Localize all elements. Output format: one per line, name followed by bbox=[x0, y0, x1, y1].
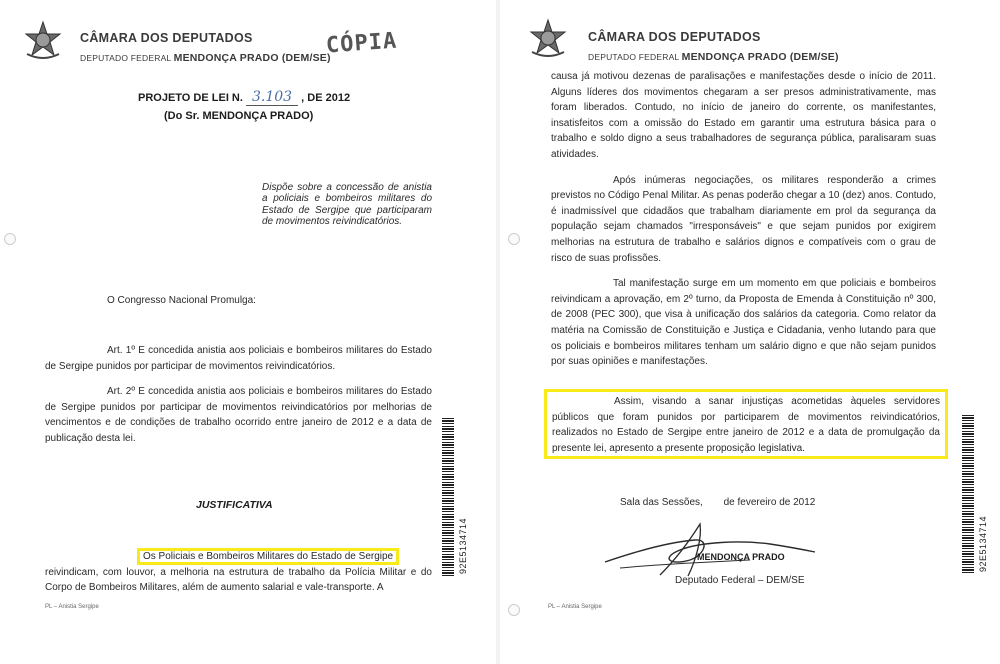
left-barcode bbox=[442, 418, 454, 578]
signer-role: Deputado Federal – DEM/SE bbox=[675, 575, 805, 586]
articles bbox=[45, 343, 432, 457]
chamber-title: CÂMARA DOS DEPUTADOS bbox=[588, 30, 761, 44]
justificativa-body bbox=[45, 549, 432, 596]
article-1: Art. 1º E concedida anistia aos policiais e bombeiros militares do Estado de Sergipe punidos por participar de movimentos reivindicatórios. bbox=[45, 345, 432, 372]
deputy-name: MENDONÇA PRADO (DEM/SE) bbox=[173, 52, 331, 64]
article-2: Art. 2º E concedida anistia aos policiais e bombeiros militares do Estado de Sergipe punidos por participar de movimentos reivindicatórios por melhorias de vencimentos e de condições de trabalho ocorrido entre janeiro de 2012 e a data de publicação desta lei. bbox=[45, 386, 432, 444]
justificativa-rest: reivindicam, com louvor, a melhoria na estrutura de trabalho da Polícia Militar e do Corpo de Bombeiros Militares, além de aumento salarial e vale-transporte. A bbox=[45, 566, 432, 594]
justificativa-title: JUSTIFICATIVA bbox=[196, 499, 273, 511]
punch-hole-icon bbox=[508, 604, 520, 616]
punch-hole-icon bbox=[508, 233, 520, 245]
ementa: Dispõe sobre a concessão de anistia a policiais e bombeiros militares do Estado de Sergipe que participaram de movimentos reivindicatórios. bbox=[262, 182, 432, 228]
bill-year: , DE 2012 bbox=[301, 92, 351, 104]
right-barcode bbox=[962, 415, 974, 575]
paragraph-4: Assim, visando a sanar injustiças acometidas àqueles servidores públicos que foram punidos por participarem de movimentos reivindicatórios, realizados no Estado de Sergipe entre janeiro de 2012 e a data de promulgação da presente lei, apresento a presente proposição legislativa. bbox=[552, 396, 940, 454]
left-footer: PL – Anistia Sergipe bbox=[45, 604, 99, 610]
brasao-crest-icon bbox=[528, 18, 568, 58]
signer-name: MENDONÇA PRADO bbox=[697, 552, 785, 562]
right-footer: PL – Anistia Sergipe bbox=[548, 604, 602, 610]
deputy-prefix: DEPUTADO FEDERAL bbox=[80, 53, 172, 63]
preamble-text: O Congresso Nacional Promulga: bbox=[107, 295, 256, 306]
signature-image bbox=[600, 520, 820, 580]
right-body bbox=[551, 69, 936, 380]
sessions-date: de fevereiro de 2012 bbox=[723, 497, 816, 508]
deputy-line bbox=[80, 52, 331, 64]
copia-stamp: CÓPIA bbox=[325, 28, 399, 59]
deputy-prefix: DEPUTADO FEDERAL bbox=[588, 52, 680, 62]
bill-author: (Do Sr. MENDONÇA PRADO) bbox=[164, 110, 314, 122]
highlighted-paragraph bbox=[544, 389, 948, 459]
bill-number: 3.103 bbox=[246, 89, 298, 106]
right-page bbox=[500, 0, 1000, 664]
chamber-title: CÂMARA DOS DEPUTADOS bbox=[80, 31, 253, 45]
paragraph-2: Após inúmeras negociações, os militares responderão a crimes previstos no Código Penal Militar. As penas poderão chegar a 10 (dez) anos. Contudo, é inadmissível que cidadãos que trabalham diariamente em prol da segurança da população sejam chamados "irresponsáveis" e que sejam punidos por exigirem melhorias na estrutura de trabalho e salários dignos e compatíveis com o grau de risco de suas profissões. bbox=[551, 174, 936, 264]
sessions-line bbox=[620, 497, 815, 508]
deputy-name: MENDONÇA PRADO (DEM/SE) bbox=[681, 51, 839, 63]
punch-hole-icon bbox=[4, 233, 16, 245]
preamble bbox=[45, 293, 432, 319]
right-barcode-text: 92E5134714 bbox=[978, 515, 988, 572]
paragraph-1: causa já motivou dezenas de paralisações e manifestações desde o início de 2011. Alguns líderes dos movimentos chegaram a ser presos administrativamente, mas foram liberados. Contudo, no início de janeiro do corrente, os manifestantes, insatisfeitos com a omissão do Estado em garantir uma estrutura básica para o trabalho e soldo digno a seus trabalhadores de segurança pública, paralisaram suas atividades. bbox=[551, 71, 936, 160]
deputy-line bbox=[588, 51, 839, 63]
justificativa-highlight: Os Policiais e Bombeiros Militares do Estado de Sergipe bbox=[137, 548, 399, 565]
bill-label: PROJETO DE LEI N. bbox=[138, 92, 243, 104]
left-barcode-text: 92E5134714 bbox=[458, 517, 468, 574]
sessions-text: Sala das Sessões, bbox=[620, 497, 703, 508]
brasao-crest-icon bbox=[23, 20, 63, 60]
bill-heading bbox=[138, 89, 350, 105]
paragraph-3: Tal manifestação surge em um momento em que policiais e bombeiros reivindicam a aprovação, em 2º turno, da Proposta de Emenda à Constituição nº 300, de 2008 (PEC 300), que visa à unificação dos salários da categoria. Como relator da matéria na Comissão de Constituição e Justiça e Cidadania, venho lutando para que os policiais e bombeiros militares tenham um salário digno e que não sejam punidos por suas opiniões e manifestações. bbox=[551, 278, 936, 368]
